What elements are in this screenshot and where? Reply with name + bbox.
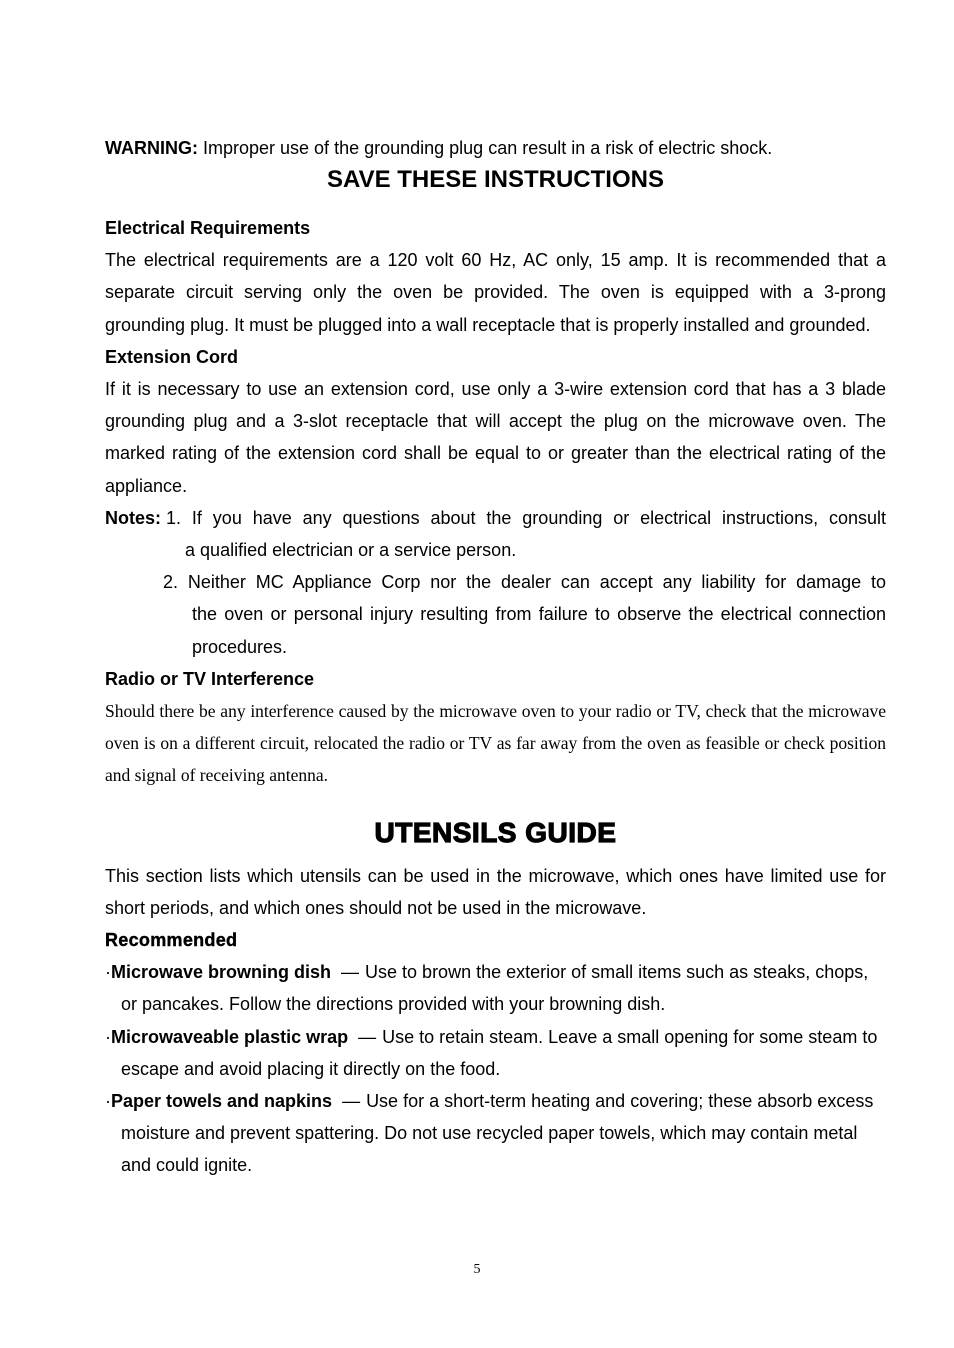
note-1-first-line: 1. If you have any questions about the grounding or electrical instructions, consult: [166, 507, 886, 528]
utensil-item: [105, 1085, 886, 1182]
utensil-item: [105, 956, 886, 1020]
extension-cord-body: If it is necessary to use an extension cord, use only a 3-wire extension cord that has a 3 blade grounding plug and a 3-slot receptacle that will accept the plug on the microwave oven. The marked rating of the extension cord shall be equal to or greater than the electrical rating of the appliance.: [105, 379, 886, 496]
page-number: 5: [473, 1262, 481, 1277]
em-dash: —: [358, 1026, 377, 1047]
utensil-name: Paper towels and napkins: [111, 1091, 333, 1112]
extension-cord-heading: Extension Cord: [105, 346, 239, 367]
bullet: ·: [105, 1026, 111, 1047]
utensil-name: Microwaveable plastic wrap: [111, 1026, 349, 1047]
utensils-guide-title: UTENSILS GUIDE: [374, 816, 617, 848]
utensil-description: Use for a short-term heating and covering; these absorb excess moisture and prevent spattering. Do not use recycled paper towels, which may contain metal and could ignite.: [121, 1091, 874, 1176]
note-1: [166, 502, 886, 566]
note-2-continuation: the oven or personal injury resulting from failure to observe the electrical connection procedures.: [192, 604, 886, 657]
radio-tv-heading: Radio or TV Interference: [105, 668, 315, 689]
warning-text: Improper use of the grounding plug can result in a risk of electric shock.: [198, 138, 773, 158]
document-page: [105, 132, 886, 1182]
recommended-heading: Recommended: [105, 930, 238, 951]
electrical-requirements-heading: Electrical Requirements: [105, 218, 311, 238]
utensil-name: Microwave browning dish: [111, 962, 332, 983]
utensils-intro: This section lists which utensils can be used in the microwave, which ones have limited use for short periods, and which ones should not be used in the microwave.: [105, 865, 886, 918]
bullet: ·: [105, 962, 111, 983]
utensil-item: [105, 1021, 886, 1085]
note-2-first-line: 2. Neither MC Appliance Corp nor the dealer can accept any liability for damage to: [163, 572, 886, 593]
notes-block: [105, 502, 886, 566]
note-2: [105, 566, 886, 663]
notes-label: Notes:: [105, 507, 162, 528]
em-dash: —: [342, 1091, 361, 1112]
radio-tv-body: Should there be any interference caused by the microwave oven to your radio or TV, check that the microwave oven is on a different circuit, relocated the radio or TV as far away from the oven as feasible or check position and signal of receiving antenna.: [105, 701, 886, 786]
warning-paragraph: [105, 132, 886, 164]
save-instructions-title: SAVE THESE INSTRUCTIONS: [327, 166, 664, 193]
em-dash: —: [341, 962, 360, 983]
electrical-requirements-body: The electrical requirements are a 120 volt 60 Hz, AC only, 15 amp. It is recommended that a separate circuit serving only the oven be provided. The oven is equipped with a 3-prong grounding plug. It must be plugged into a wall receptacle that is properly installed and grounded.: [105, 250, 886, 335]
utensil-description: Use to retain steam. Leave a small opening for some steam to escape and avoid placing it directly on the food.: [121, 1026, 878, 1079]
utensil-description: Use to brown the exterior of small items such as steaks, chops, or pancakes. Follow the directions provided with your browning dish.: [121, 962, 869, 1015]
warning-label: WARNING:: [105, 138, 198, 158]
bullet: ·: [105, 1091, 111, 1112]
note-1-continuation: a qualified electrician or a service person.: [185, 540, 517, 561]
